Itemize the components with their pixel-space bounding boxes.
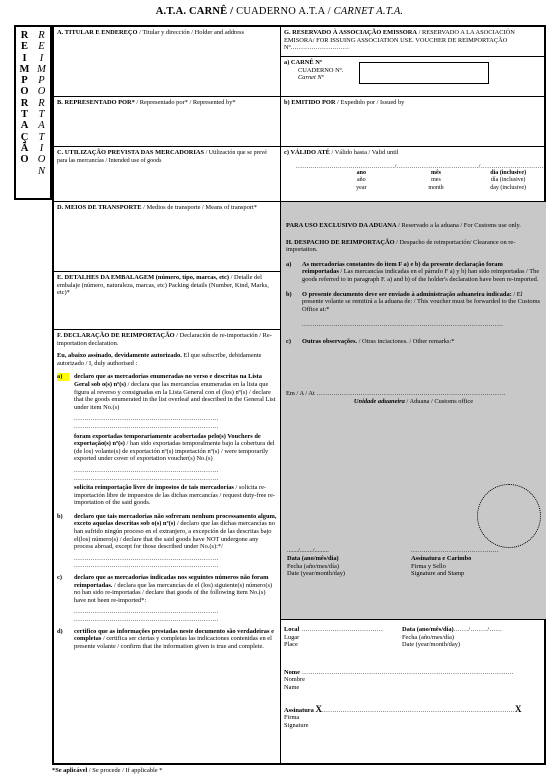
sidebar-letter: I <box>39 52 44 64</box>
voucher-form <box>52 25 546 765</box>
reimportation-sidebar <box>14 25 52 200</box>
name-field[interactable]: Nome ..................................................................................................... Nombre Name <box>284 668 514 691</box>
sidebar-letter: R <box>20 97 29 109</box>
customs-signature-label: Assinatura e Carimbo Firma y Sello Signature and Stamp <box>411 555 472 578</box>
sidebar-letter: E <box>38 41 45 53</box>
box-g-issuing-association[interactable]: G. RESERVADO À ASSOCIAÇÃO EMISSORA / RESERVADO A LA ASOCIACIÓN EMISORA/ FOR ISSUING ASSOCIATION USE. VOUCHER DE REIMPORTAÇÃO Nº............................ <box>281 27 546 57</box>
box-b-represented-by[interactable]: B. REPRESENTADO POR* / Representado por* / Represented by* <box>54 97 281 147</box>
sidebar-letter: T <box>38 109 45 121</box>
customs-stamp-circle <box>477 484 541 548</box>
holder-signature-area[interactable] <box>281 620 546 765</box>
box-e-packing-details[interactable]: E. DETALHES DA EMBALAGEM (número, tipo, marcas, etc) / Detalle del embalaje (número, naturaleza, marcas, etc) Packing details (Number, Kind, Marks, etc)* <box>54 272 281 330</box>
date-col-month: mês mes month <box>428 170 444 191</box>
box-a-holder[interactable]: A. TITULAR E ENDEREÇO / Titular y dirección / Holder and address <box>54 27 281 97</box>
carnet-number-input[interactable] <box>359 62 489 84</box>
sidebar-letter: O <box>20 154 29 166</box>
sidebar-letter: R <box>38 97 45 109</box>
box-carnet-number[interactable]: a) CARNÊ Nº CUADERNO Nº. Carnet Nº <box>281 57 546 97</box>
sidebar-letter: M <box>19 63 30 75</box>
sidebar-letter: P <box>21 75 28 87</box>
sidebar-letter: O <box>20 86 29 98</box>
signature-field[interactable]: Assinatura X............................................................................................X Firma Signature <box>284 703 522 729</box>
date-col-day: dia (inclusive) día (inclusive) day (inclusive) <box>490 170 527 191</box>
sidebar-letter: N <box>37 165 45 177</box>
box-c-intended-use[interactable]: C. UTILIZAÇÃO PREVISTA DAS MERCADORIAS / Utilización que se prevé para las mercancías / Intended use of goods <box>54 147 281 202</box>
sidebar-vertical-text-en <box>33 27 50 198</box>
sidebar-letter: O <box>37 154 46 166</box>
date-col-year: ano año year <box>356 170 367 191</box>
sidebar-letter: O <box>37 86 46 98</box>
sidebar-letter: A <box>20 120 29 132</box>
sidebar-letter: Ã <box>20 142 29 154</box>
sidebar-letter: I <box>22 52 27 64</box>
sidebar-letter: R <box>20 30 29 41</box>
sidebar-letter: T <box>20 109 28 121</box>
sidebar-vertical-text-pt <box>16 27 33 198</box>
page-title: A.T.A. CARNÊ / CUADERNO A.T.A / CARNET A.T.A. <box>155 6 404 17</box>
sidebar-letter: I <box>39 142 44 154</box>
footnote: *Se aplicável / Se procede / If applicable * <box>52 767 163 774</box>
sidebar-letter: P <box>38 75 45 87</box>
box-d-means-of-transport[interactable]: D. MEIOS DE TRANSPORTE / Medios de transporte / Means of transport* <box>54 202 281 272</box>
sidebar-letter: E <box>20 41 28 53</box>
customs-use-area: PARA USO EXCLUSIVO DA ADUANA / Reservado a la aduana / For Customs use only. H. DESPACHO DE REIMPORTAÇÃO / Despacho de reimportación/ Clearance on re-importation. a) As mercadorias constantes do item F a) e b) da presente declaração foram reimportadas / Las mercancías indicadas en el párrafo F a) y b) han sido reimportadas / The goods referred to in paragraph F. a) and b) of the holder's declaration have been re-imported. b) O presente documento deve ser enviado à administração aduaneira indicada: / El presente volante se remitirá a la aduana de: / This voucher must be forwarded to the Customs Office at:* ................................................................................................ c) Outras observações. / Otras inciaciones. / Other remarks:* Em / A / At .......................................................................................... Unidade aduaneira / Aduana / Customs office ......./......../......... Data (ano/mês/dia) Fecha (año/mes/día) Date (year/month/day) .......................................... Assinatura e Carimbo Firma y Sello Signature and Stamp <box>281 202 546 620</box>
customs-date-label: Data (ano/mês/dia) Fecha (año/mes/día) Date (year/month/day) <box>287 555 346 578</box>
date-field[interactable]: Data (ano/mês/dia)......./......../...... Fecha (año/mes/día) Date (year/month/day) <box>402 626 503 649</box>
sidebar-letter: M <box>37 63 46 75</box>
sidebar-letter: Ç <box>20 131 29 143</box>
sidebar-letter: A <box>38 120 45 132</box>
box-valid-until[interactable]: c) VÁLIDO ATÉ / Válido hasta / Valid until .............................................../......................................./............................... ano año year mês mes month dia (inclusive) día (inclusive) day (inclusive) <box>281 147 546 202</box>
sidebar-letter: T <box>38 131 45 143</box>
place-field[interactable]: Local ....................................... Lugar Place <box>284 626 384 649</box>
box-issued-by[interactable]: b) EMITIDO POR / Expedido por / Issued by <box>281 97 546 147</box>
box-f-reimportation-declaration[interactable]: F. DECLARAÇÃO DE REIMPORTAÇÃO / Declaración de re-importación / Re-importation declaration. Eu, abaixo assinado, devidamente autorizado. El que subscribe, debidamente autorizado / I, duly authorised : a) declaro que as mercadorias enumeradas no verso e descritas na Lista Geral sob o(s) nº(s) / declara que las mercancías enumeradas en la lista que figura al reverso y consignadas en la Lista General con el (los) nº(s) / declare that the goods enumerated in the list overleaf and described in the General List under item No.(s) ..................................................................... ..................................................................... foram exportadas temporariamente acobertadas pelo(s) Vouchers de exportação(s) nº(s) / han sido exportadas temporalmente bajo la cobertura del (de los) volante(s) de exportación nº(s) importación nº(s) / were temporarily exported under cover of exportation voucher(s) No.(s) ..................................................................... ..................................................................... solicita reimportação livre de impostos de tais mercadorias / solicita re-importación libre de impuestos de las dichas mercancías / request duty-free re-importation of the said goods. b) declaro que tais mercadorias não sofreram nenhum processamento algum, exceto aquelas descritas sob o(s) nº(s) / declaro que las dichas mercancías no han sufrido ningún proceso en el extranjero, a excepción de las descritas bajo el(los) número(s) / declare that the said goods have NOT undergone any process abroad, except for those described under No.(s):*/ ..................................................................... ..................................................................... c) declaro que as mercadorias indicadas nos seguintes números não foram reimportadas. / declara que las mercancías de el (los) siguiente(s) número(s) no han sido re-importadas / declare that goods of the following item No.(s) have not been re-imported*: ..................................................................... ..................................................................... d) certifico que as informações prestadas neste documento são verdadeiras e completas / certifica ser ciertas y completas las indicaciones contenidas en el presente volante / confirm that the information given is true and complete. <box>54 330 281 765</box>
sidebar-letter: R <box>38 30 45 41</box>
